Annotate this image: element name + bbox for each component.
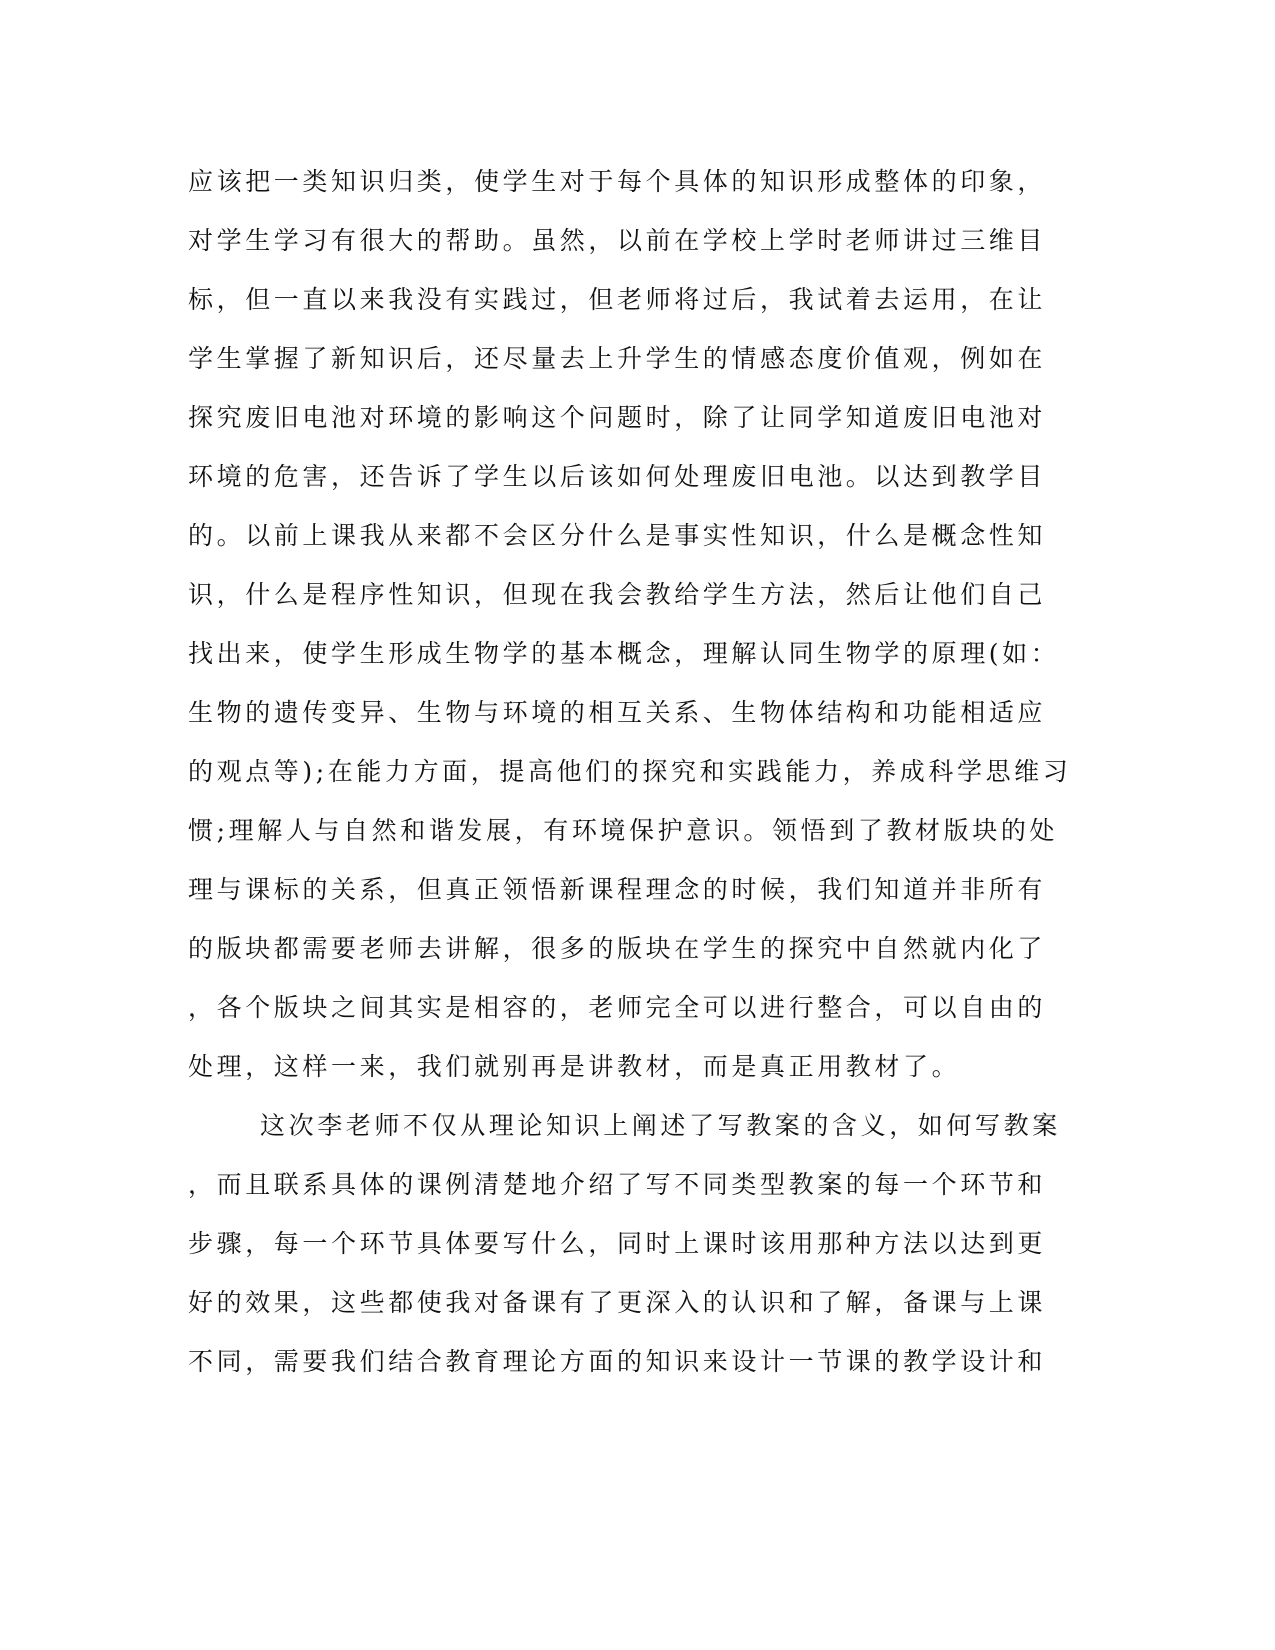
text-line: 生物的遗传变异、生物与环境的相互关系、生物体结构和功能相适应 (188, 698, 1047, 727)
text-line: 找出来，使学生形成生物学的基本概念，理解认同生物学的原理(如： (188, 639, 1060, 668)
text-line: 的观点等);在能力方面，提高他们的探究和实践能力，养成科学思维习 (188, 757, 1072, 786)
text-line: 应该把一类知识归类，使学生对于每个具体的知识形成整体的印象， (188, 167, 1047, 196)
text-line: 对学生学习有很大的帮助。虽然，以前在学校上学时老师讲过三维目 (188, 226, 1047, 255)
text-line: 处理，这样一来，我们就别再是讲教材，而是真正用教材了。 (188, 1052, 961, 1081)
text-line: 好的效果，这些都使我对备课有了更深入的认识和了解，备课与上课 (188, 1288, 1047, 1317)
text-line: 理与课标的关系，但真正领悟新课程理念的时候，我们知道并非所有 (188, 875, 1047, 904)
text-line: 学生掌握了新知识后，还尽量去上升学生的情感态度价值观，例如在 (188, 344, 1047, 373)
text-line: 惯;理解人与自然和谐发展，有环境保护意识。领悟到了教材版块的处 (188, 816, 1059, 845)
text-line: ，各个版块之间其实是相容的，老师完全可以进行整合，可以自由的 (188, 993, 1047, 1022)
text-line: 环境的危害，还告诉了学生以后该如何处理废旧电池。以达到教学目 (188, 462, 1047, 491)
text-line: 探究废旧电池对环境的影响这个问题时，除了让同学知道废旧电池对 (188, 403, 1047, 432)
text-line: 识，什么是程序性知识，但现在我会教给学生方法，然后让他们自己 (188, 580, 1047, 609)
text-line: 不同，需要我们结合教育理论方面的知识来设计一节课的教学设计和 (188, 1347, 1047, 1376)
text-line: 的版块都需要老师去讲解，很多的版块在学生的探究中自然就内化了 (188, 934, 1047, 963)
text-line: 的。以前上课我从来都不会区分什么是事实性知识，什么是概念性知 (188, 521, 1047, 550)
paragraph-first-line: 这次李老师不仅从理论知识上阐述了写教案的含义，如何写教案 (260, 1111, 1061, 1140)
text-line: ，而且联系具体的课例清楚地介绍了写不同类型教案的每一个环节和 (188, 1170, 1047, 1199)
text-line: 步骤，每一个环节具体要写什么，同时上课时该用那种方法以达到更 (188, 1229, 1047, 1258)
text-line: 标，但一直以来我没有实践过，但老师将过后，我试着去运用，在让 (188, 285, 1047, 314)
